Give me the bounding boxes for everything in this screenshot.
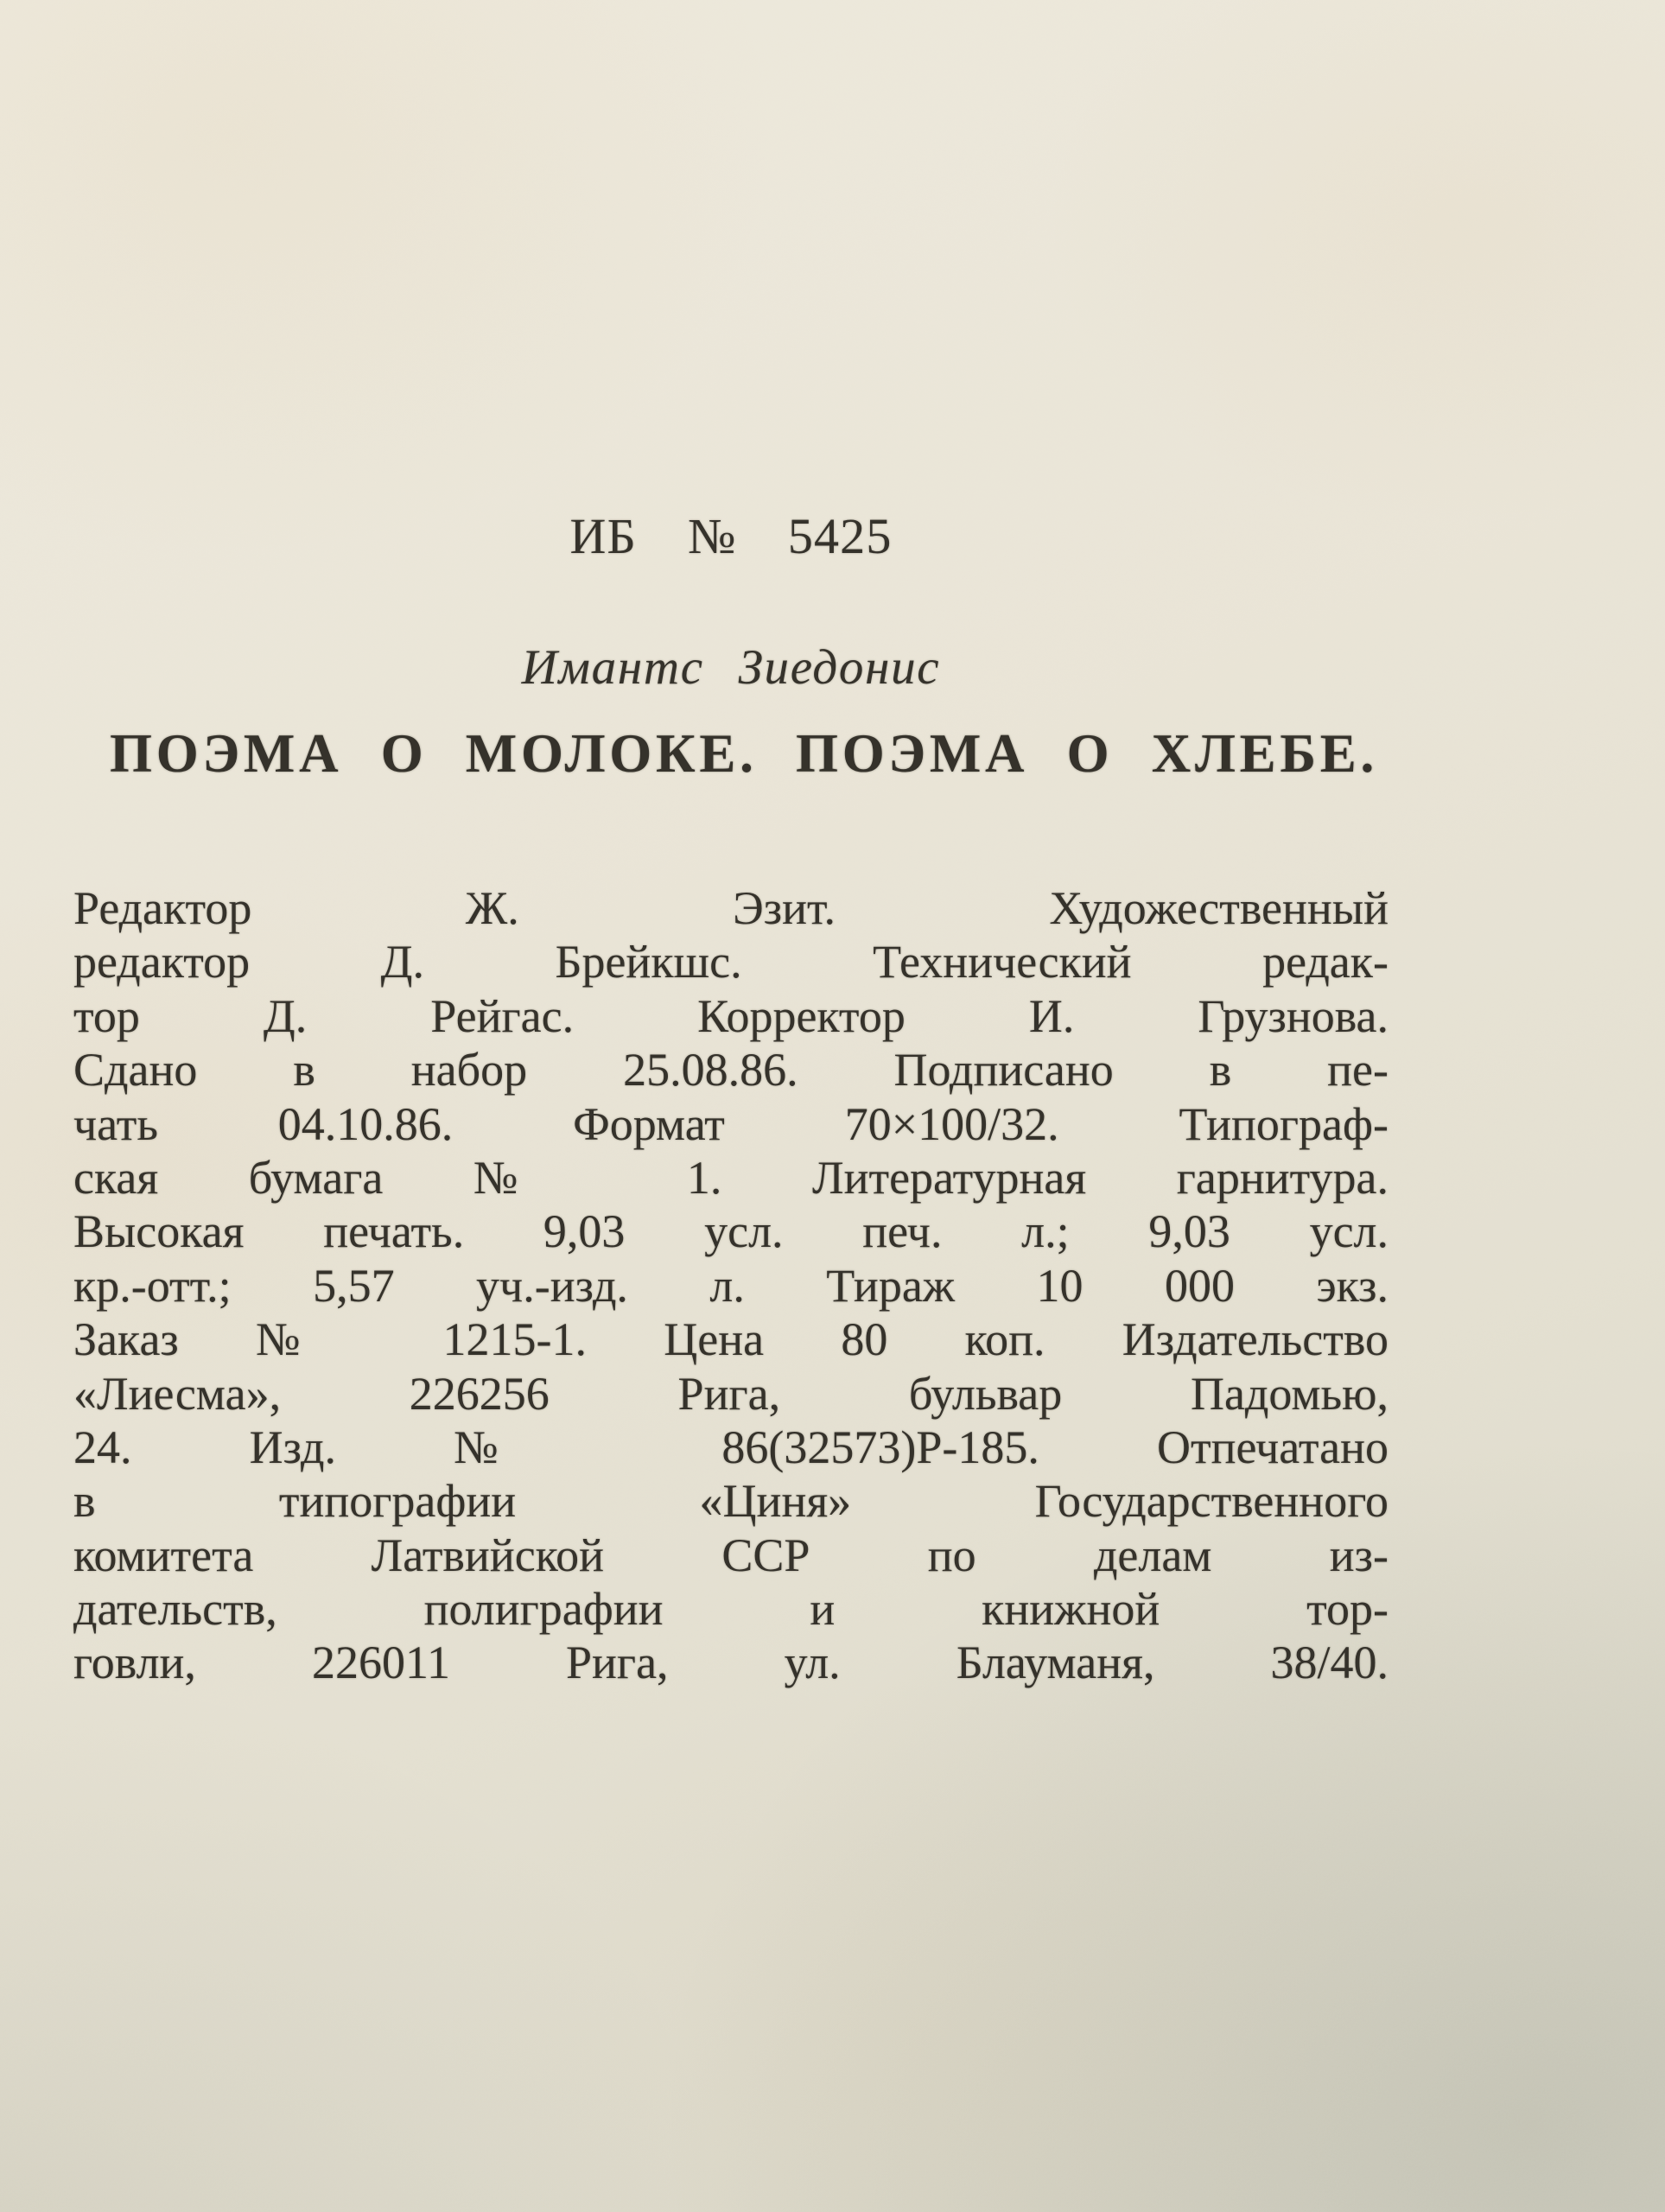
colophon-paragraph	[73, 881, 1389, 1690]
colophon-line: тор Д. Рейгас. Корректор И. Грузнова.	[73, 989, 1389, 1042]
book-title: ПОЭМА О МОЛОКЕ. ПОЭМА О ХЛЕБЕ.	[110, 723, 1378, 784]
colophon-line: редактор Д. Брейкшс. Технический редак-	[73, 936, 1389, 988]
colophon-line: Высокая печать. 9,03 усл. печ. л.; 9,03 усл.	[73, 1205, 1389, 1258]
colophon-line: в типографии «Циня» Государственного	[73, 1475, 1389, 1528]
colophon-line: Редактор Ж. Эзит. Художественный	[73, 882, 1389, 934]
author-name: Имантс Зиедонис	[521, 640, 941, 695]
colophon-line: дательств, полиграфии и книжной тор-	[73, 1583, 1389, 1636]
colophon-line: ская бумага № 1. Литературная гарнитура.	[73, 1151, 1389, 1204]
colophon-line: чать 04.10.86. Формат 70×100/32. Типограф-	[73, 1097, 1389, 1150]
imprint-number-line: ИБ № 5425	[569, 508, 893, 564]
colophon-line: говли, 226011 Рига, ул. Блауманя, 38/40.	[73, 1637, 1389, 1689]
colophon-line: комитета Латвийской ССР по делам из-	[73, 1529, 1389, 1581]
colophon-line: 24. Изд. № 86(32573)Р-185. Отпечатано	[73, 1421, 1389, 1473]
colophon-line: «Лиесма», 226256 Рига, бульвар Падомью,	[73, 1367, 1389, 1420]
colophon-line: Сдано в набор 25.08.86. Подписано в пе-	[73, 1044, 1389, 1096]
colophon-line: Заказ № 1215-1. Цена 80 коп. Издательство	[73, 1313, 1389, 1366]
colophon-line: кр.-отт.; 5,57 уч.-изд. л. Тираж 10 000 экз.	[73, 1259, 1389, 1312]
